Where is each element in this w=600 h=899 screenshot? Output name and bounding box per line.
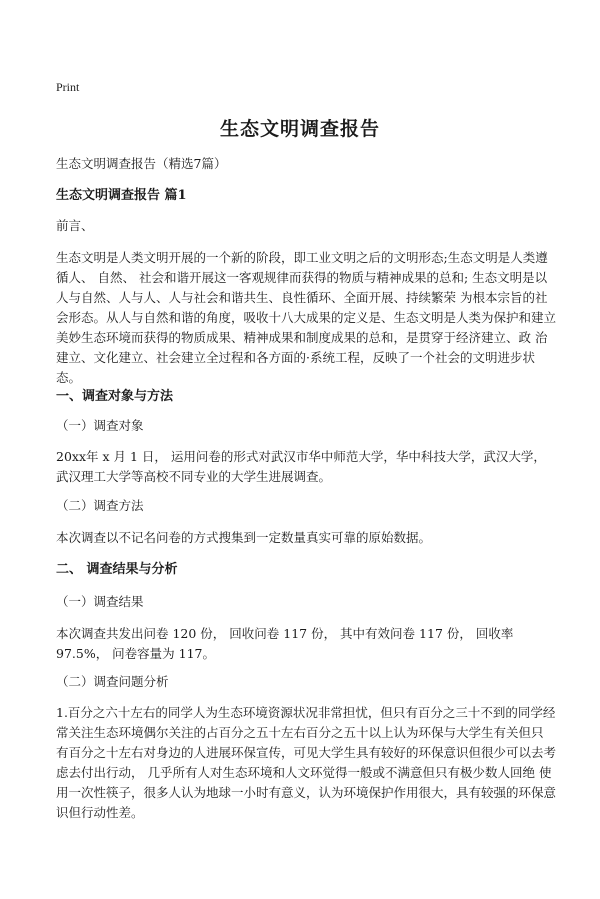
subsection-heading-analysis: （二）调查问题分析 xyxy=(56,674,169,689)
document-subtitle: 生态文明调查报告（精选7篇） xyxy=(56,156,227,171)
subsection-heading-subjects: （一）调查对象 xyxy=(56,418,144,433)
section-heading-methods: 一、调查对象与方法 xyxy=(56,389,174,404)
document-title: 生态文明调查报告 xyxy=(219,118,380,140)
section-heading-results: 二、 调查结果与分析 xyxy=(56,562,178,577)
subsection-heading-method: （二）调查方法 xyxy=(56,498,144,513)
preface-label: 前言、 xyxy=(56,218,94,233)
subsection-heading-results: （一）调查结果 xyxy=(56,594,144,609)
paragraph-results: 本次调查共发出问卷 120 份， 回收问卷 117 份， 其中有效问卷 117 份， 回收率 97.5%， 问卷容量为 117。 xyxy=(56,626,514,661)
paragraph-subjects: 20xx年 x 月 1 日， 运用问卷的形式对武汉市华中师范大学，华中科技大学，武汉大学，武汉理工大学等高校不同专业的大学生进展调查。 xyxy=(56,449,546,484)
print-label: Print xyxy=(56,80,80,94)
paragraph-intro: 生态文明是人类文明开展的一个新的阶段，即工业文明之后的文明形态;生态文明是人类遵循人、 自然、 社会和谐开展这一客观规律而获得的物质与精神成果的总和; 生态文明是以人与自然、人与人、人与社会和谐共生、良性循环、全面开展、持续繁荣 为根本宗旨的社会形态。从人与自然和谐的角度，吸收十八大成果的定义是、生态文明是人类为保护和建立 美妙生态环境而获得的物质成果、精神成果和制度成果的总和，是贯穿于经济建立、政 治建立、文化建立、社会建立全过程和各方面的·系统工程，反映了一个社会的文明进步状态。 xyxy=(56,250,557,385)
paragraph-analysis: 1.百分之六十左右的同学人为生态环境资源状况非常担忧，但只有百分之三十不到的同学经 常关注生态环境偶尔关注的占百分之五十左右百分之五十以上认为环保与大学生有关但只 有百分之十左右对身边的人进展环保宣传，可见大学生具有较好的环保意识但很少可以去考虑去付出行动， 几乎所有人对生态环境和人文环觉得一般或不满意但只有极少数人回绝 使用一次性筷子，很多人认为地球一小时有意义，认为环境保护作用很大，具有较强的环保意识但行动性差。 xyxy=(56,705,557,820)
paragraph-method: 本次调查以不记名问卷的方式搜集到一定数量真实可靠的原始数据。 xyxy=(56,530,432,545)
article-heading: 生态文明调查报告 篇1 xyxy=(56,188,187,203)
